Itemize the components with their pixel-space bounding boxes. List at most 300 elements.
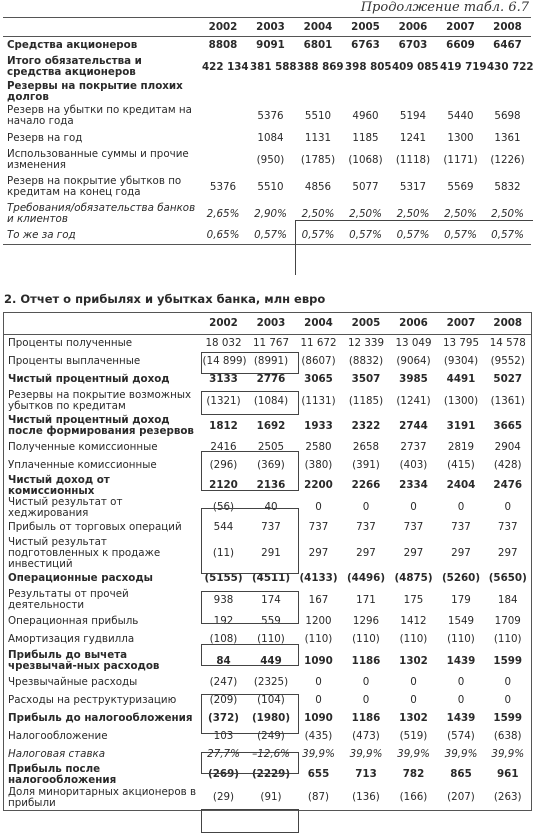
cell-2005: 4960 xyxy=(352,109,379,122)
balance-table-continued xyxy=(3,17,534,245)
cell-2002: (108) xyxy=(209,633,238,645)
cell-2004: (110) xyxy=(304,633,333,645)
cell-2003: 9091 xyxy=(256,38,285,51)
cell-2003: 2136 xyxy=(256,479,286,491)
cell-2003: (4511) xyxy=(251,572,291,584)
table-row xyxy=(4,371,532,389)
row-label: Требования/обязательства банков и клиентов xyxy=(7,202,196,225)
cell-2002: (29) xyxy=(212,791,235,804)
cell-2006: 5317 xyxy=(399,180,427,193)
cell-2008: (9552) xyxy=(490,355,525,367)
year-header-2006: 2006 xyxy=(390,313,438,335)
cell-2003: 1084 xyxy=(257,131,284,144)
year-header-2005: 2005 xyxy=(342,18,389,37)
cell-2003: (91) xyxy=(260,791,282,804)
cell-2003: 2,90% xyxy=(254,207,287,220)
cell-2002: (5155) xyxy=(204,572,243,584)
row-label: Результаты от прочей деятельности xyxy=(8,588,129,611)
cell-2007: 179 xyxy=(451,593,471,606)
table-row xyxy=(4,519,532,537)
row-label: Чистый доход от комиссионных xyxy=(8,473,110,497)
cell-2003: 559 xyxy=(261,615,281,627)
table-row xyxy=(3,54,531,81)
cell-2007: 1439 xyxy=(446,654,476,667)
cell-2007: 6609 xyxy=(446,38,475,51)
cell-2005: 2266 xyxy=(351,479,381,491)
cell-2005: 1296 xyxy=(352,615,380,627)
cell-2008: 5832 xyxy=(494,180,521,193)
table-row xyxy=(4,692,532,710)
cell-2004: 0 xyxy=(315,694,322,706)
cell-2002: (1321) xyxy=(206,394,241,407)
cell-2006: 1302 xyxy=(399,654,428,667)
cell-2008: 14 578 xyxy=(489,337,526,350)
cell-2003: 2776 xyxy=(256,373,286,385)
table-row xyxy=(4,746,532,764)
cell-2006: (4875) xyxy=(394,572,433,584)
table-row xyxy=(3,130,531,147)
cell-2007: 865 xyxy=(450,768,472,780)
row-label: Резерв на год xyxy=(7,131,83,144)
cell-2006: (1118) xyxy=(395,153,431,166)
cell-2005: 0 xyxy=(362,501,370,513)
table-row xyxy=(3,81,531,103)
cell-2002: 18 032 xyxy=(205,337,242,350)
cell-2007: 0 xyxy=(457,694,465,706)
cell-2006: 1241 xyxy=(399,131,427,144)
cell-2007: (1171) xyxy=(443,153,478,166)
cell-2002: 5376 xyxy=(209,180,237,193)
cell-2006: 0 xyxy=(410,676,417,688)
year-header-2005: 2005 xyxy=(343,313,390,335)
table-row xyxy=(4,649,532,674)
table-row xyxy=(4,537,532,570)
cell-2005: (4496) xyxy=(346,572,386,584)
table-row xyxy=(4,414,532,439)
cell-2006: 2737 xyxy=(400,441,427,453)
table-row xyxy=(3,147,531,174)
cell-2003: 11 767 xyxy=(252,337,290,350)
cell-2007: 1549 xyxy=(447,615,475,627)
table-row xyxy=(4,439,532,457)
table-row xyxy=(3,228,531,245)
cell-2003: (2229) xyxy=(251,768,291,780)
cell-2005: 1185 xyxy=(352,131,379,144)
cell-2004: 737 xyxy=(308,521,329,533)
cell-2002: 2,65% xyxy=(206,207,240,220)
cell-2003: 2505 xyxy=(257,441,285,453)
cell-2003: (1084) xyxy=(253,394,289,407)
cell-2008: 5027 xyxy=(493,373,523,385)
cell-2002: 103 xyxy=(213,730,234,742)
year-header-2006: 2006 xyxy=(389,18,437,37)
label-column-header xyxy=(4,313,200,335)
cell-2005: 3507 xyxy=(351,373,381,385)
cell-2004: 6801 xyxy=(303,38,333,51)
row-label: Уплаченные комиссионные xyxy=(8,459,157,471)
cell-2008: (638) xyxy=(493,730,522,742)
cell-2002 xyxy=(199,147,247,174)
cell-2003: 449 xyxy=(260,654,282,667)
cell-2002: 2120 xyxy=(209,479,238,491)
row-label: Операционная прибыль xyxy=(8,615,139,627)
cell-2007: 13 795 xyxy=(442,337,480,350)
cell-2006: 1302 xyxy=(399,712,428,724)
row-label: Операционные расходы xyxy=(8,572,153,584)
row-label: Резерв на убытки по кредитам на начало года xyxy=(7,104,192,127)
cell-2006: 3985 xyxy=(399,373,428,385)
cell-2008: (5650) xyxy=(488,572,527,584)
cell-2005: 398 805 xyxy=(345,60,392,73)
cell-2003: 40 xyxy=(264,501,278,513)
cell-2003: 291 xyxy=(261,546,281,559)
cell-2004: 0 xyxy=(315,676,322,688)
cell-2002: 27,7% xyxy=(207,748,240,760)
row-label: Чистый процентный доход после формирования резервов xyxy=(8,414,194,437)
row-label: Прибыль от торговых операций xyxy=(8,521,182,533)
cell-2002: (296) xyxy=(209,459,238,471)
cell-2002: 544 xyxy=(213,521,234,533)
cell-2006: 409 085 xyxy=(392,60,439,73)
cell-2003: 1692 xyxy=(256,419,286,432)
cell-2002: 3133 xyxy=(209,373,238,385)
year-header-2002: 2002 xyxy=(199,18,247,37)
cell-2008: 184 xyxy=(497,593,518,606)
cell-2005: 2322 xyxy=(351,419,381,432)
cell-2004 xyxy=(294,81,342,103)
cell-2007: (110) xyxy=(447,633,475,645)
cell-2005: (110) xyxy=(352,633,380,645)
cell-2006: 782 xyxy=(402,768,425,780)
row-label: Резерв на покрытие убытков по кредитам на конец года xyxy=(7,175,182,198)
cell-2008: 39,9% xyxy=(491,748,525,760)
cell-2005: 39,9% xyxy=(349,748,383,760)
row-label: Резервы на покрытие возможных убытков по кредитам xyxy=(8,389,192,412)
row-label: Амортизация гудвилла xyxy=(8,633,135,645)
row-label: Прибыль до вычета чрезвычай-ных расходов xyxy=(8,649,160,672)
cell-2008: (263) xyxy=(493,791,522,804)
cell-2004: 39,9% xyxy=(302,748,335,760)
year-header-2003: 2003 xyxy=(247,18,294,37)
table-row xyxy=(3,103,531,130)
row-label: Чрезвычайные расходы xyxy=(8,676,138,688)
cell-2006: 6703 xyxy=(398,38,428,51)
cell-2003: 0,57% xyxy=(254,229,287,242)
table-row xyxy=(4,335,532,353)
cell-2008: 430 722 xyxy=(487,60,534,73)
year-header-2004: 2004 xyxy=(295,313,343,335)
cell-2008: 0 xyxy=(504,501,512,513)
cell-2004: (435) xyxy=(304,730,333,742)
cell-2004: 1090 xyxy=(304,654,333,667)
cell-2003: 5376 xyxy=(257,109,284,122)
cell-2007: 39,9% xyxy=(444,748,478,760)
row-label: Налогообложение xyxy=(8,730,108,742)
cell-2005 xyxy=(342,81,389,103)
year-header-2007: 2007 xyxy=(437,18,484,37)
cell-2005: 0 xyxy=(362,694,370,706)
cell-2008 xyxy=(484,81,531,103)
cell-2005: 737 xyxy=(356,521,376,533)
cell-2007: 419 719 xyxy=(440,60,487,73)
cell-2008: 0,57% xyxy=(491,229,524,242)
cell-2005: (8832) xyxy=(348,355,384,367)
cell-2006: 0 xyxy=(410,694,417,706)
cell-2007: 0 xyxy=(457,501,465,513)
cell-2008: 2476 xyxy=(493,479,523,491)
cell-2008: 297 xyxy=(497,546,518,559)
table-row xyxy=(4,786,532,811)
cell-2003: 381 588 xyxy=(250,60,297,73)
cell-2006: 737 xyxy=(403,521,424,533)
cell-2004: 11 672 xyxy=(300,337,337,350)
cell-2005: 171 xyxy=(356,593,376,606)
cell-2008: (110) xyxy=(493,633,522,645)
table-row xyxy=(4,764,532,786)
row-label: Проценты выплаченные xyxy=(8,355,141,367)
table-row xyxy=(4,353,532,371)
cell-2006 xyxy=(389,81,437,103)
cell-2005: (1068) xyxy=(348,153,383,166)
cell-2007: (574) xyxy=(447,730,475,742)
cell-2002: (14 899) xyxy=(202,355,247,367)
cell-2006: 0 xyxy=(410,501,417,513)
continuation-caption: Продолжение табл. 6.7 xyxy=(360,0,529,15)
cell-2008: 737 xyxy=(497,521,518,533)
cell-2006: (9064) xyxy=(396,355,431,367)
cell-2002 xyxy=(199,130,247,147)
cell-2004: 5510 xyxy=(304,109,332,122)
cell-2005: 0,57% xyxy=(349,229,382,242)
row-label: Резервы на покрытие плохих долгов xyxy=(7,79,183,103)
cell-2002: (247) xyxy=(209,676,238,688)
row-label: Проценты полученные xyxy=(8,337,133,350)
table-row xyxy=(4,613,532,631)
cell-2004: 2,50% xyxy=(301,207,335,220)
table-row xyxy=(3,37,531,54)
year-header-2004: 2004 xyxy=(294,18,342,37)
cell-2008: (1226) xyxy=(490,153,525,166)
cell-2008: 1599 xyxy=(493,654,523,667)
cell-2002 xyxy=(199,103,247,130)
cell-2004: (4133) xyxy=(299,572,338,584)
table-row xyxy=(4,710,532,728)
cell-2008: 1709 xyxy=(494,615,521,627)
cell-2005: 6763 xyxy=(351,38,380,51)
label-column-header xyxy=(3,18,199,37)
year-header-2007: 2007 xyxy=(438,313,485,335)
row-label: Чистый процентный доход xyxy=(8,373,170,385)
cell-2002: 422 134 xyxy=(202,60,249,73)
cell-2002: 1812 xyxy=(209,419,238,432)
cell-2006: 2744 xyxy=(399,419,428,432)
cell-2007: (415) xyxy=(447,459,475,471)
cell-2007: (207) xyxy=(447,791,475,804)
cell-2004: 0 xyxy=(315,501,322,513)
cell-2004: 655 xyxy=(307,768,330,780)
cell-2004: (8607) xyxy=(301,355,336,367)
cell-2003: (110) xyxy=(257,633,285,645)
cell-2005: 5077 xyxy=(352,180,379,193)
cell-2007: 0,57% xyxy=(444,229,477,242)
cell-2008: 5698 xyxy=(494,109,521,122)
cell-2006: 1412 xyxy=(400,615,427,627)
cell-2002: 2416 xyxy=(210,441,237,453)
cell-2007: 5440 xyxy=(447,109,474,122)
cell-2005: (391) xyxy=(352,459,380,471)
table-row xyxy=(4,631,532,649)
cell-2003: 5510 xyxy=(257,180,284,193)
cell-2005: 2658 xyxy=(352,441,380,453)
cell-2008: 2,50% xyxy=(491,207,524,220)
cell-2003 xyxy=(247,81,294,103)
cell-2007: 1300 xyxy=(447,131,474,144)
cell-2002: 938 xyxy=(213,593,234,606)
cell-2006: 297 xyxy=(403,546,424,559)
cell-2003: 737 xyxy=(261,521,281,533)
frame-minority xyxy=(201,809,299,833)
cell-2008: 3665 xyxy=(493,419,523,432)
cell-2006: 5194 xyxy=(399,109,427,122)
cell-2002: (372) xyxy=(208,712,239,724)
row-label: Прибыль после налогообложения xyxy=(8,762,117,786)
cell-2004: 297 xyxy=(308,546,329,559)
cell-2005: (1185) xyxy=(348,394,384,407)
cell-2006: (1241) xyxy=(396,394,431,407)
year-header-2008: 2008 xyxy=(484,18,531,37)
section-2-title: 2. Отчет о прибылях и убытках банка, млн евро xyxy=(4,292,326,306)
row-label: Итого обязательства и средства акционеров xyxy=(7,55,142,78)
table-row xyxy=(4,674,532,692)
cell-2005: 0 xyxy=(362,676,370,688)
cell-2002: 8808 xyxy=(208,38,238,51)
cell-2005: (136) xyxy=(352,791,380,804)
cell-2007: (5260) xyxy=(441,572,481,584)
cell-2005: 12 339 xyxy=(347,337,385,350)
income-statement-table xyxy=(3,312,532,811)
cell-2007: 2,50% xyxy=(444,207,477,220)
cell-2007: 737 xyxy=(451,521,471,533)
row-label: Полученные комиссионные xyxy=(8,441,158,453)
cell-2004: 1200 xyxy=(305,615,332,627)
table-row xyxy=(4,497,532,519)
year-header-2003: 2003 xyxy=(248,313,295,335)
cell-2005: 1186 xyxy=(351,654,381,667)
cell-2007: 0 xyxy=(457,676,465,688)
cell-2006: 175 xyxy=(403,593,424,606)
table-row xyxy=(3,174,531,201)
cell-2008: 0 xyxy=(504,676,512,688)
cell-2005: 1186 xyxy=(351,712,381,724)
cell-2006: 13 049 xyxy=(395,337,432,350)
cell-2005: 2,50% xyxy=(349,207,382,220)
table-row xyxy=(4,728,532,746)
cell-2002: 192 xyxy=(213,615,234,627)
cell-2003: (2325) xyxy=(253,676,289,688)
cell-2002: 84 xyxy=(216,654,231,667)
cell-2006: (166) xyxy=(399,791,428,804)
row-label: Чистый результат подготовленных к продаже инвестиций xyxy=(8,535,161,570)
cell-2008: 2904 xyxy=(494,441,521,453)
row-label: То же за год xyxy=(7,229,76,242)
row-label: Расходы на реструктуризацию xyxy=(8,694,177,706)
cell-2008: 6467 xyxy=(493,38,522,51)
row-label: Прибыль до налогообложения xyxy=(8,712,193,724)
cell-2004: 388 869 xyxy=(297,60,344,73)
row-label: Чистый результат от хеджирования xyxy=(8,495,123,519)
cell-2002: (269) xyxy=(208,768,239,780)
cell-2006: 2,50% xyxy=(396,207,430,220)
cell-2007: (1300) xyxy=(443,394,479,407)
cell-2007: 3191 xyxy=(446,419,476,432)
cell-2007 xyxy=(437,81,484,103)
cell-2004: (1785) xyxy=(300,153,336,166)
table-row xyxy=(4,457,532,475)
row-label: Налоговая ставка xyxy=(8,748,106,760)
cell-2002: (11) xyxy=(212,546,235,559)
cell-2006: 2334 xyxy=(399,479,428,491)
row-label: Средства акционеров xyxy=(7,38,138,51)
cell-2002: (56) xyxy=(212,501,235,513)
cell-2008: 961 xyxy=(497,768,519,780)
cell-2003: (249) xyxy=(257,730,285,742)
cell-2002: (209) xyxy=(209,694,238,706)
cell-2004: 167 xyxy=(308,593,329,606)
cell-2008: (428) xyxy=(493,459,522,471)
cell-2006: (110) xyxy=(399,633,428,645)
cell-2004: 1090 xyxy=(304,712,333,724)
cell-2007: 1439 xyxy=(446,712,476,724)
cell-2002: 0,65% xyxy=(206,229,240,242)
cell-2006: (519) xyxy=(399,730,428,742)
cell-2006: (403) xyxy=(399,459,428,471)
table-row xyxy=(4,475,532,497)
cell-2002 xyxy=(199,81,247,103)
cell-2005: (473) xyxy=(352,730,380,742)
cell-2003: (104) xyxy=(257,694,285,706)
cell-2007: 5569 xyxy=(447,180,474,193)
cell-2004: 3065 xyxy=(304,373,333,385)
cell-2007: 2819 xyxy=(447,441,475,453)
cell-2004: 0,57% xyxy=(301,229,335,242)
table-row xyxy=(4,588,532,613)
cell-2005: 297 xyxy=(356,546,376,559)
cell-2006: 0,57% xyxy=(396,229,430,242)
cell-2003: –12,6% xyxy=(252,748,290,760)
cell-2004: 1933 xyxy=(304,419,333,432)
cell-2004: (380) xyxy=(304,459,333,471)
cell-2004: (1131) xyxy=(301,394,336,407)
cell-2003: 174 xyxy=(261,593,281,606)
year-header-2008: 2008 xyxy=(485,313,532,335)
table-row xyxy=(3,201,531,228)
row-label: Доля миноритарных акционеров в прибыли xyxy=(8,785,197,809)
row-label: Использованные суммы и прочие изменения xyxy=(7,148,189,171)
cell-2008: 0 xyxy=(504,694,512,706)
cell-2004: (87) xyxy=(307,791,330,804)
cell-2008: (1361) xyxy=(490,394,525,407)
cell-2003: (8991) xyxy=(253,355,289,367)
cell-2004: 2200 xyxy=(304,479,333,491)
cell-2006: 39,9% xyxy=(397,748,430,760)
cell-2007: 297 xyxy=(451,546,471,559)
year-header-2002: 2002 xyxy=(200,313,248,335)
table-row xyxy=(4,389,532,414)
cell-2008: 1599 xyxy=(493,712,523,724)
cell-2007: 4491 xyxy=(446,373,476,385)
cell-2005: 713 xyxy=(355,768,377,780)
cell-2008: 1361 xyxy=(494,131,521,144)
